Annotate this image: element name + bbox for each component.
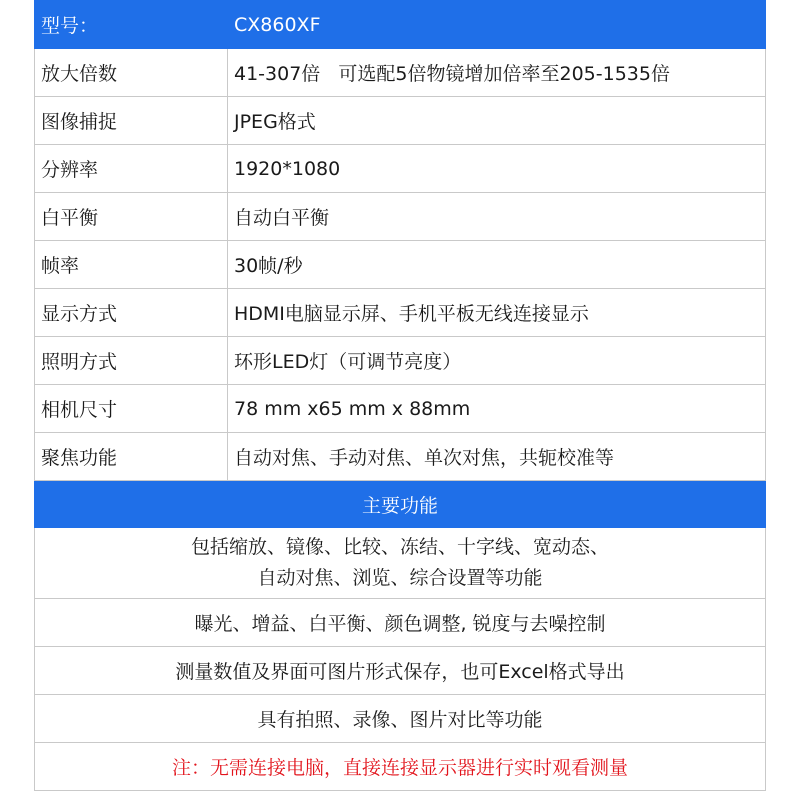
- spec-value: HDMI电脑显示屏、手机平板无线连接显示: [228, 289, 766, 337]
- spec-label: 聚焦功能: [35, 433, 228, 481]
- spec-row-focus: [35, 433, 766, 481]
- spec-row-camera-size: [35, 385, 766, 433]
- spec-row-lighting: [35, 337, 766, 385]
- spec-label: 照明方式: [35, 337, 228, 385]
- feature-row: [35, 695, 766, 743]
- spec-row-frame-rate: [35, 241, 766, 289]
- features-header-row: [35, 481, 766, 528]
- feature-text: 测量数值及界面可图片形式保存，也可Excel格式导出: [35, 647, 766, 695]
- feature-line: 自动对焦、浏览、综合设置等功能: [257, 567, 543, 589]
- spec-table: [34, 0, 766, 791]
- feature-text: 曝光、增益、白平衡、颜色调整, 锐度与去噪控制: [35, 599, 766, 647]
- spec-value: 78 mm x65 mm x 88mm: [228, 385, 766, 433]
- spec-row-resolution: [35, 145, 766, 193]
- spec-value: 41-307倍 可选配5倍物镜增加倍率至205-1535倍: [228, 49, 766, 97]
- spec-row-white-balance: [35, 193, 766, 241]
- spec-row-magnification: [35, 49, 766, 97]
- features-title: 主要功能: [35, 481, 766, 528]
- spec-value: JPEG格式: [228, 97, 766, 145]
- feature-text: [35, 528, 766, 599]
- feature-line: 包括缩放、镜像、比较、冻结、十字线、宽动态、: [190, 536, 609, 558]
- spec-label: 相机尺寸: [35, 385, 228, 433]
- spec-row-capture: [35, 97, 766, 145]
- spec-value: 1920*1080: [228, 145, 766, 193]
- model-header-row: [35, 1, 766, 49]
- feature-row: [35, 528, 766, 599]
- spec-value: 环形LED灯（可调节亮度）: [228, 337, 766, 385]
- model-value: CX860XF: [228, 1, 766, 49]
- feature-row: [35, 647, 766, 695]
- spec-sheet: [34, 0, 765, 791]
- spec-label: 白平衡: [35, 193, 228, 241]
- spec-label: 放大倍数: [35, 49, 228, 97]
- model-label: 型号：: [35, 1, 228, 49]
- spec-label: 帧率: [35, 241, 228, 289]
- spec-label: 显示方式: [35, 289, 228, 337]
- feature-row: [35, 599, 766, 647]
- spec-value: 自动白平衡: [228, 193, 766, 241]
- spec-label: 图像捕捉: [35, 97, 228, 145]
- feature-text: 具有拍照、录像、图片对比等功能: [35, 695, 766, 743]
- spec-row-display: [35, 289, 766, 337]
- note-row: [35, 743, 766, 791]
- note-text: 注：无需连接电脑，直接连接显示器进行实时观看测量: [35, 743, 766, 791]
- spec-value: 30帧/秒: [228, 241, 766, 289]
- spec-label: 分辨率: [35, 145, 228, 193]
- spec-value: 自动对焦、手动对焦、单次对焦，共轭校准等: [228, 433, 766, 481]
